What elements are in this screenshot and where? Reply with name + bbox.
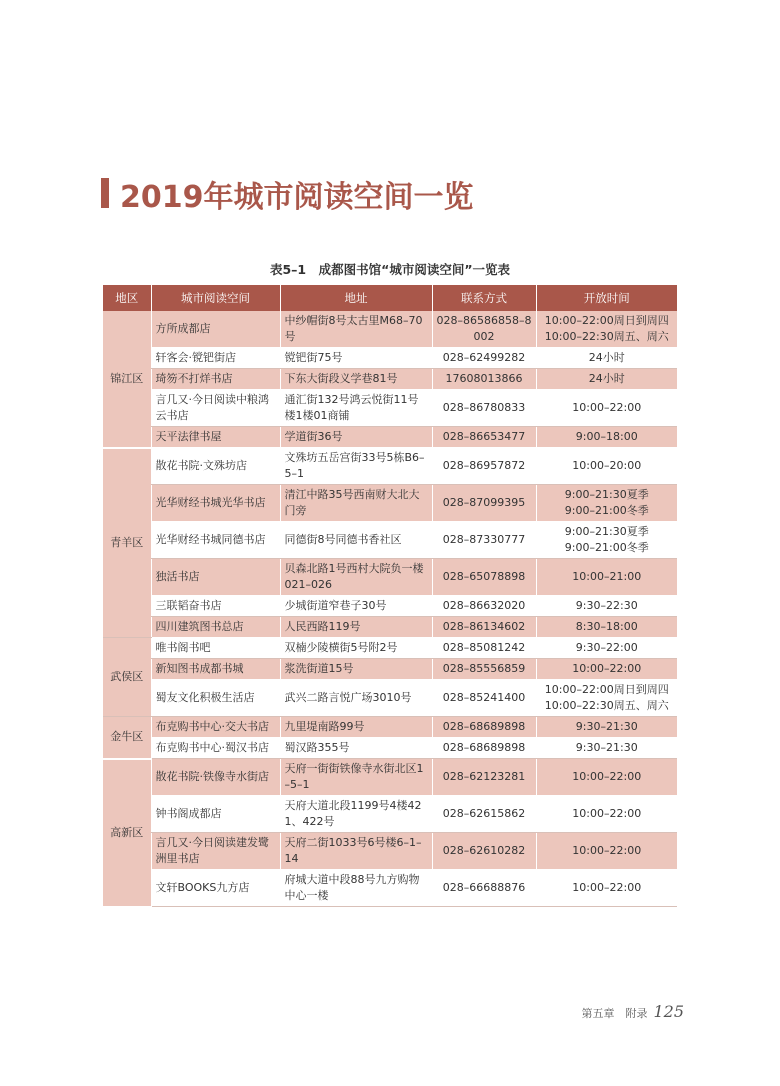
table-row — [103, 311, 677, 348]
table-row — [103, 717, 677, 738]
space-name-cell: 言几又·今日阅读中粮鸿云书店 — [151, 390, 280, 427]
hours-cell: 24小时 — [536, 348, 677, 369]
table-row — [103, 796, 677, 833]
area-cell: 武侯区 — [103, 638, 151, 717]
table-row — [103, 617, 677, 638]
address-cell: 蜀汉路355号 — [280, 738, 432, 759]
hours-cell: 9:30–22:30 — [536, 596, 677, 617]
table-row — [103, 638, 677, 659]
table-row — [103, 596, 677, 617]
address-cell: 少城街道窄巷子30号 — [280, 596, 432, 617]
hours-cell: 24小时 — [536, 369, 677, 390]
space-name-cell: 天平法律书屋 — [151, 427, 280, 448]
hours-cell: 10:00–22:00周日到周四 10:00–22:30周五、周六 — [536, 680, 677, 717]
phone-cell: 028–62499282 — [432, 348, 536, 369]
phone-cell: 028–66688876 — [432, 870, 536, 907]
address-cell: 武兴二路言悦广场3010号 — [280, 680, 432, 717]
phone-cell: 028–68689898 — [432, 717, 536, 738]
space-name-cell: 布克购书中心·蜀汉书店 — [151, 738, 280, 759]
table-caption: 表5–1 成都图书馆“城市阅读空间”一览表 — [269, 262, 511, 277]
space-name-cell: 散花书院·文殊坊店 — [151, 448, 280, 485]
address-cell: 文殊坊五岳宫街33号5栋B6–5–1 — [280, 448, 432, 485]
hours-cell: 9:00–21:30夏季 9:00–21:00冬季 — [536, 522, 677, 559]
table-row — [103, 833, 677, 870]
address-cell: 府城大道中段88号九方购物中心一楼 — [280, 870, 432, 907]
hours-cell: 10:00–22:00 — [536, 796, 677, 833]
hours-cell: 9:30–21:30 — [536, 717, 677, 738]
phone-cell: 028–87330777 — [432, 522, 536, 559]
hours-cell: 9:30–22:00 — [536, 638, 677, 659]
header-address: 地址 — [280, 285, 432, 311]
address-cell: 同德街8号同德书香社区 — [280, 522, 432, 559]
phone-cell: 028–86653477 — [432, 427, 536, 448]
space-name-cell: 蜀友文化积极生活店 — [151, 680, 280, 717]
phone-cell: 028–62610282 — [432, 833, 536, 870]
space-name-cell: 四川建筑图书总店 — [151, 617, 280, 638]
phone-cell: 028–62123281 — [432, 759, 536, 796]
page-title: 2019年城市阅读空间一览 — [120, 180, 474, 215]
page-number: 125 — [653, 1002, 684, 1021]
table-row — [103, 369, 677, 390]
phone-cell: 028–86586858–8002 — [432, 311, 536, 348]
space-name-cell: 布克购书中心·交大书店 — [151, 717, 280, 738]
table-row — [103, 680, 677, 717]
phone-cell: 17608013866 — [432, 369, 536, 390]
address-cell: 人民西路119号 — [280, 617, 432, 638]
table-row — [103, 427, 677, 448]
address-cell: 天府大道北段1199号4楼421、422号 — [280, 796, 432, 833]
table-row — [103, 759, 677, 796]
hours-cell: 10:00–22:00 — [536, 390, 677, 427]
space-name-cell: 言几又·今日阅读建发鹭洲里书店 — [151, 833, 280, 870]
hours-cell: 9:30–21:30 — [536, 738, 677, 759]
address-cell: 天府一街街铁像寺水街北区1–5–1 — [280, 759, 432, 796]
phone-cell: 028–68689898 — [432, 738, 536, 759]
address-cell: 天府二街1033号6号楼6–1–14 — [280, 833, 432, 870]
space-name-cell: 琦笏不打烊书店 — [151, 369, 280, 390]
hours-cell: 10:00–21:00 — [536, 559, 677, 596]
table-body — [103, 311, 677, 907]
phone-cell: 028–85081242 — [432, 638, 536, 659]
space-name-cell: 光华财经书城同德书店 — [151, 522, 280, 559]
hours-cell: 10:00–22:00 — [536, 833, 677, 870]
address-cell: 九里堤南路99号 — [280, 717, 432, 738]
hours-cell: 10:00–22:00 — [536, 759, 677, 796]
table-row — [103, 348, 677, 369]
area-cell: 青羊区 — [103, 448, 151, 638]
phone-cell: 028–86134602 — [432, 617, 536, 638]
space-name-cell: 轩客会·镋钯街店 — [151, 348, 280, 369]
table-header-row — [103, 285, 677, 311]
table-row — [103, 559, 677, 596]
space-name-cell: 新知图书成都书城 — [151, 659, 280, 680]
hours-cell: 8:30–18:00 — [536, 617, 677, 638]
address-cell: 学道街36号 — [280, 427, 432, 448]
space-name-cell: 散花书院·铁像寺水街店 — [151, 759, 280, 796]
header-space: 城市阅读空间 — [151, 285, 280, 311]
phone-cell: 028–87099395 — [432, 485, 536, 522]
hours-cell: 10:00–22:00周日到周四 10:00–22:30周五、周六 — [536, 311, 677, 348]
space-name-cell: 独活书店 — [151, 559, 280, 596]
table-row — [103, 659, 677, 680]
address-cell: 贝森北路1号西村大院负一楼021–026 — [280, 559, 432, 596]
table-row — [103, 870, 677, 907]
reading-spaces-table — [103, 285, 677, 908]
phone-cell: 028–62615862 — [432, 796, 536, 833]
header-area: 地区 — [103, 285, 151, 311]
table-row — [103, 738, 677, 759]
phone-cell: 028–86780833 — [432, 390, 536, 427]
address-cell: 双楠少陵横街5号附2号 — [280, 638, 432, 659]
space-name-cell: 钟书阁成都店 — [151, 796, 280, 833]
phone-cell: 028–65078898 — [432, 559, 536, 596]
space-name-cell: 光华财经书城光华书店 — [151, 485, 280, 522]
hours-cell: 9:00–21:30夏季 9:00–21:00冬季 — [536, 485, 677, 522]
hours-cell: 9:00–18:00 — [536, 427, 677, 448]
chapter-label: 第五章 附录 — [581, 1007, 648, 1020]
area-cell: 金牛区 — [103, 717, 151, 759]
phone-cell: 028–85241400 — [432, 680, 536, 717]
hours-cell: 10:00–20:00 — [536, 448, 677, 485]
address-cell: 中纱帽街8号太古里M68–70号 — [280, 311, 432, 348]
address-cell: 浆洗街道15号 — [280, 659, 432, 680]
phone-cell: 028–86632020 — [432, 596, 536, 617]
space-name-cell: 唯书阁书吧 — [151, 638, 280, 659]
hours-cell: 10:00–22:00 — [536, 659, 677, 680]
header-contact: 联系方式 — [432, 285, 536, 311]
space-name-cell: 文轩BOOKS九方店 — [151, 870, 280, 907]
page-footer — [581, 1002, 684, 1021]
hours-cell: 10:00–22:00 — [536, 870, 677, 907]
address-cell: 通汇街132号鸿云悦街11号楼1楼01商铺 — [280, 390, 432, 427]
space-name-cell: 三联韬奋书店 — [151, 596, 280, 617]
table-row — [103, 522, 677, 559]
title-accent-bar — [101, 178, 109, 208]
address-cell: 镋钯街75号 — [280, 348, 432, 369]
area-cell: 高新区 — [103, 759, 151, 907]
header-hours: 开放时间 — [536, 285, 677, 311]
phone-cell: 028–85556859 — [432, 659, 536, 680]
table-row — [103, 448, 677, 485]
area-cell: 锦江区 — [103, 311, 151, 448]
space-name-cell: 方所成都店 — [151, 311, 280, 348]
phone-cell: 028–86957872 — [432, 448, 536, 485]
table-row — [103, 485, 677, 522]
address-cell: 下东大街段义学巷81号 — [280, 369, 432, 390]
table-row — [103, 390, 677, 427]
address-cell: 清江中路35号西南财大北大门旁 — [280, 485, 432, 522]
